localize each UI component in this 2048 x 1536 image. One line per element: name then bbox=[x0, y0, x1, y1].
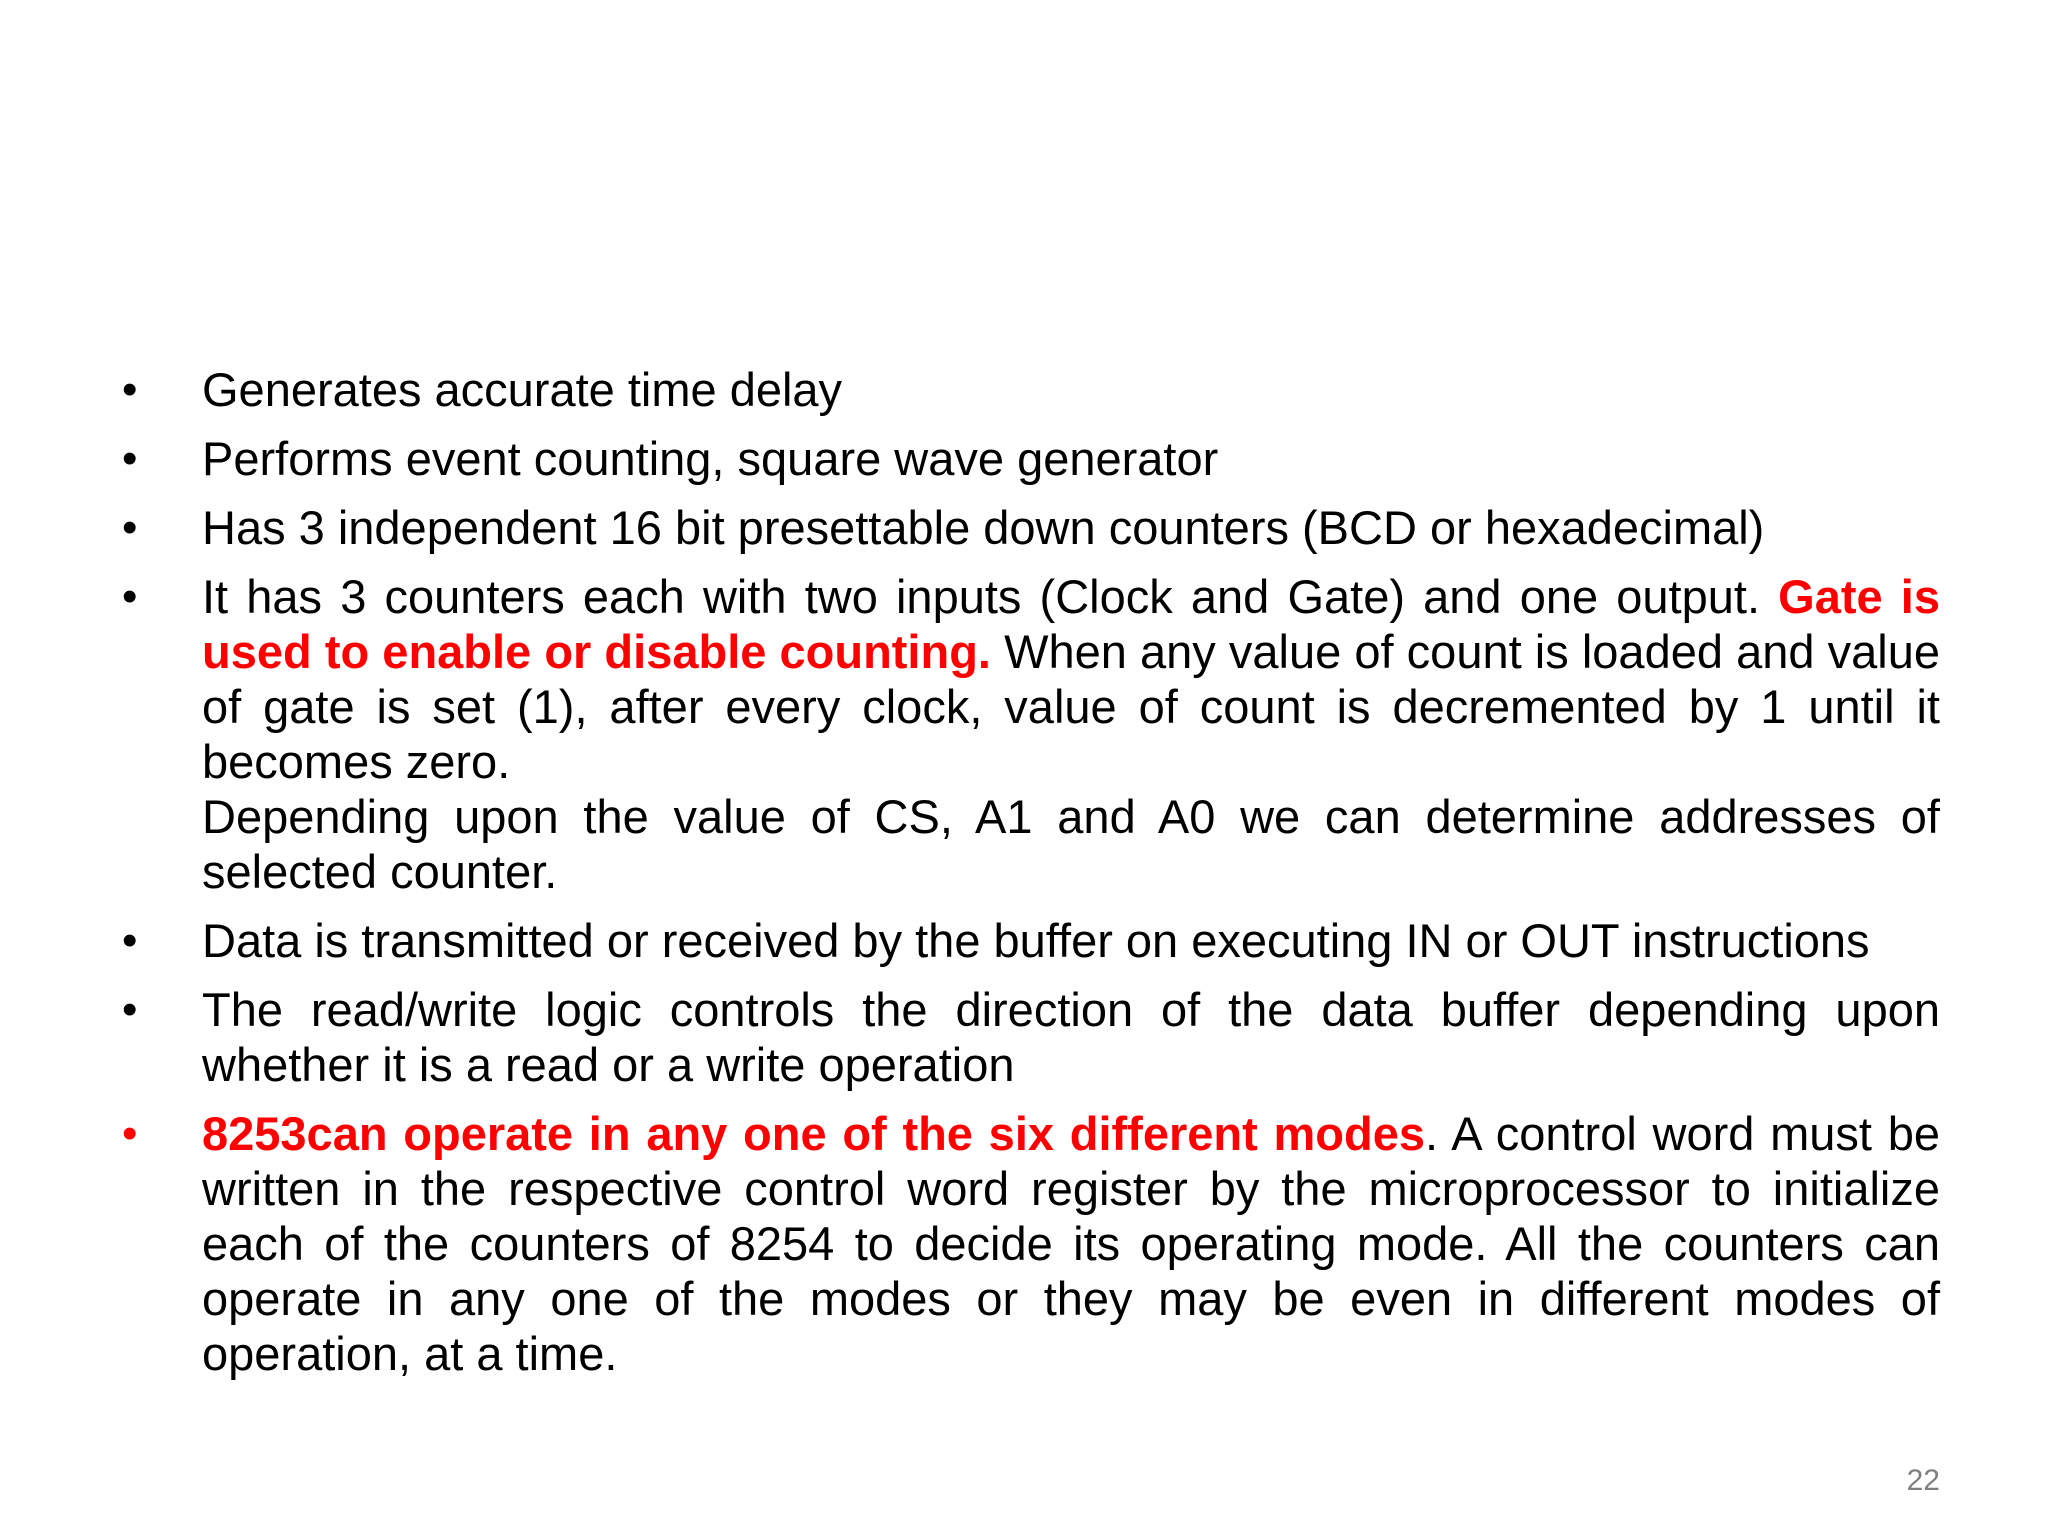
bullet-highlight: 8253can operate in any one of the six different modes bbox=[202, 1107, 1425, 1160]
bullet-text: Data is transmitted or received by the buffer on executing IN or OUT instructions bbox=[202, 914, 1870, 967]
bullet-marker: • bbox=[122, 365, 138, 414]
bullet-text: Depending upon the value of CS, A1 and A0 we can determine addresses of selected counter. bbox=[202, 790, 1940, 898]
bullet-item bbox=[114, 362, 1940, 417]
bullet-text: Has 3 independent 16 bit presettable down counters (BCD or hexadecimal) bbox=[202, 501, 1765, 554]
bullet-text: It has 3 counters each with two inputs (Clock and Gate) and one output. bbox=[202, 570, 1779, 623]
bullet-marker: • bbox=[122, 434, 138, 483]
bullet-item bbox=[114, 500, 1940, 555]
bullet-list bbox=[114, 362, 1940, 1395]
bullet-item bbox=[114, 913, 1940, 968]
bullet-item bbox=[114, 569, 1940, 899]
bullet-text: The read/write logic controls the direction of the data buffer depending upon whether it is a read or a write operation bbox=[202, 983, 1940, 1091]
bullet-text: . A control word must be written in the respective control word register by the microprocessor to initialize each of the counters of 8254 to decide its operating mode. All the counters can operate in any one of the modes or they may be even in different modes of operation, at a time. bbox=[202, 1107, 1940, 1380]
bullet-highlight: Gate is used to enable or disable counting. bbox=[202, 570, 1940, 678]
bullet-item bbox=[114, 982, 1940, 1092]
bullet-item bbox=[114, 431, 1940, 486]
bullet-marker: • bbox=[122, 1109, 138, 1158]
page-number: 22 bbox=[1906, 1464, 1940, 1497]
bullet-item bbox=[114, 1106, 1940, 1381]
bullet-marker: • bbox=[122, 916, 138, 965]
bullet-marker: • bbox=[122, 572, 138, 621]
bullet-text: Performs event counting, square wave generator bbox=[202, 432, 1219, 485]
bullet-marker: • bbox=[122, 503, 138, 552]
bullet-text: When any value of count is loaded and value of gate is set (1), after every clock, value of count is decremented by 1 until it becomes zero. bbox=[202, 625, 1940, 788]
bullet-marker: • bbox=[122, 985, 138, 1034]
bullet-text: Generates accurate time delay bbox=[202, 363, 843, 416]
